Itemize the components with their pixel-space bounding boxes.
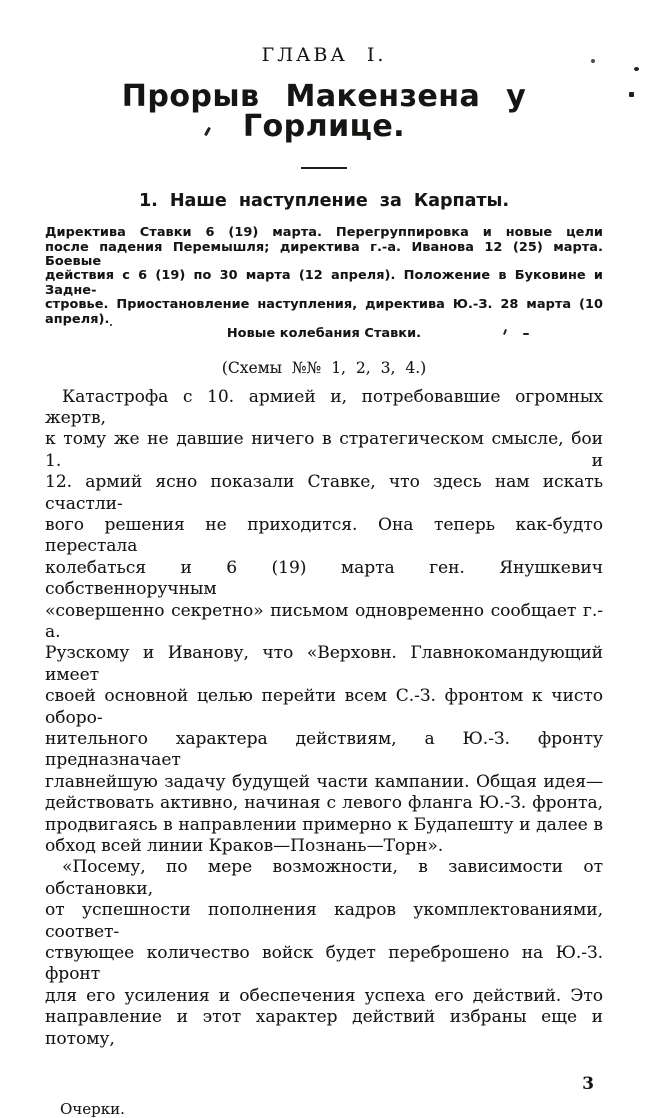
body-text-line: Катастрофа с 10. армией и, потребовавшие огромных жертв,	[45, 386, 603, 428]
schemes-note: (Схемы №№ 1, 2, 3, 4.)	[221, 358, 427, 377]
body-text-line: 12. армий ясно показали Ставке, что здесь нам искать счастли-	[45, 472, 603, 514]
summary-paragraph	[45, 226, 603, 341]
scan-speck	[591, 59, 595, 63]
body-text-line: продвигаясь в направлении примерно к Будапешту и далее в	[45, 814, 603, 835]
body-text-line: Рузскому и Иванову, что «Верховн. Главнокомандующий имеет	[45, 643, 603, 685]
body-text-line: «совершенно секретно» письмом одновременно сообщает г.-а.	[45, 600, 603, 642]
body-text-line: колебаться и 6 (19) марта ген. Янушкевич собственноручным	[45, 557, 603, 600]
body-text-line: к тому же не давшие ничего в стратегическом смысле, бои 1. и	[45, 429, 603, 471]
text-block	[45, 46, 603, 1118]
body-text-line: ствующее количество войск будет переброшено на Ю.-З. фронт	[45, 943, 603, 985]
body-text-line: главнейшую задачу будущей части кампании. Общая идея—	[45, 771, 603, 792]
footer-signature: Очерки.	[60, 1100, 125, 1118]
scanned-book-page	[0, 44, 650, 1118]
summary-line: после падения Перемышля; директива г.-а. Иванова 12 (25) марта. Боевые	[45, 239, 603, 270]
summary-line: стровье. Приостановление наступления, директива Ю.-З. 28 марта (10 апреля).	[45, 297, 603, 327]
summary-line: Директива Ставки 6 (19) марта. Перегруппировка и новые цели	[45, 225, 603, 241]
body-text-line: нительного характера действиям, а Ю.-З. фронту предназначает	[45, 729, 603, 771]
body-text-line: вого решения не приходится. Она теперь как-будто перестала	[45, 514, 603, 557]
body-text-line: действовать активно, начиная с левого фланга Ю.-З. фронта,	[45, 793, 603, 814]
scan-speck	[110, 324, 112, 326]
scan-speck	[523, 333, 529, 335]
body-text-line: обход всей линии Краков—Познань—Торн».	[45, 836, 444, 857]
page-number: 3	[582, 1074, 594, 1095]
body-text-line: своей основной целью перейти всем С.-З. фронтом к чисто оборо-	[45, 686, 603, 728]
body-text-line: от успешности пополнения кадров укомплектованиями, соответ-	[45, 900, 603, 942]
body-text	[45, 387, 603, 1051]
scan-speck	[634, 67, 639, 71]
book-title: Прорыв Макензена у Горлице.	[121, 79, 527, 144]
section-heading: 1. Наше наступление за Карпаты.	[138, 191, 510, 211]
body-text-line: для его усиления и обеспечения успеха его действий. Это	[45, 985, 603, 1006]
body-text-line: направление и этот характер действий избраны еще и потому,	[45, 1007, 603, 1049]
chapter-heading: ГЛАВА I.	[261, 44, 387, 66]
divider-rule	[301, 167, 347, 169]
summary-line: действия с 6 (19) по 30 марта (12 апреля). Положение в Буковине и Задне-	[45, 268, 603, 298]
body-paragraph	[45, 387, 603, 858]
body-paragraph	[45, 857, 603, 1050]
body-text-line: «Посему, по мере возможности, в зависимости от обстановки,	[45, 857, 603, 899]
summary-line-centered: Новые колебания Ставки.	[226, 326, 422, 342]
scan-speck	[629, 92, 634, 97]
